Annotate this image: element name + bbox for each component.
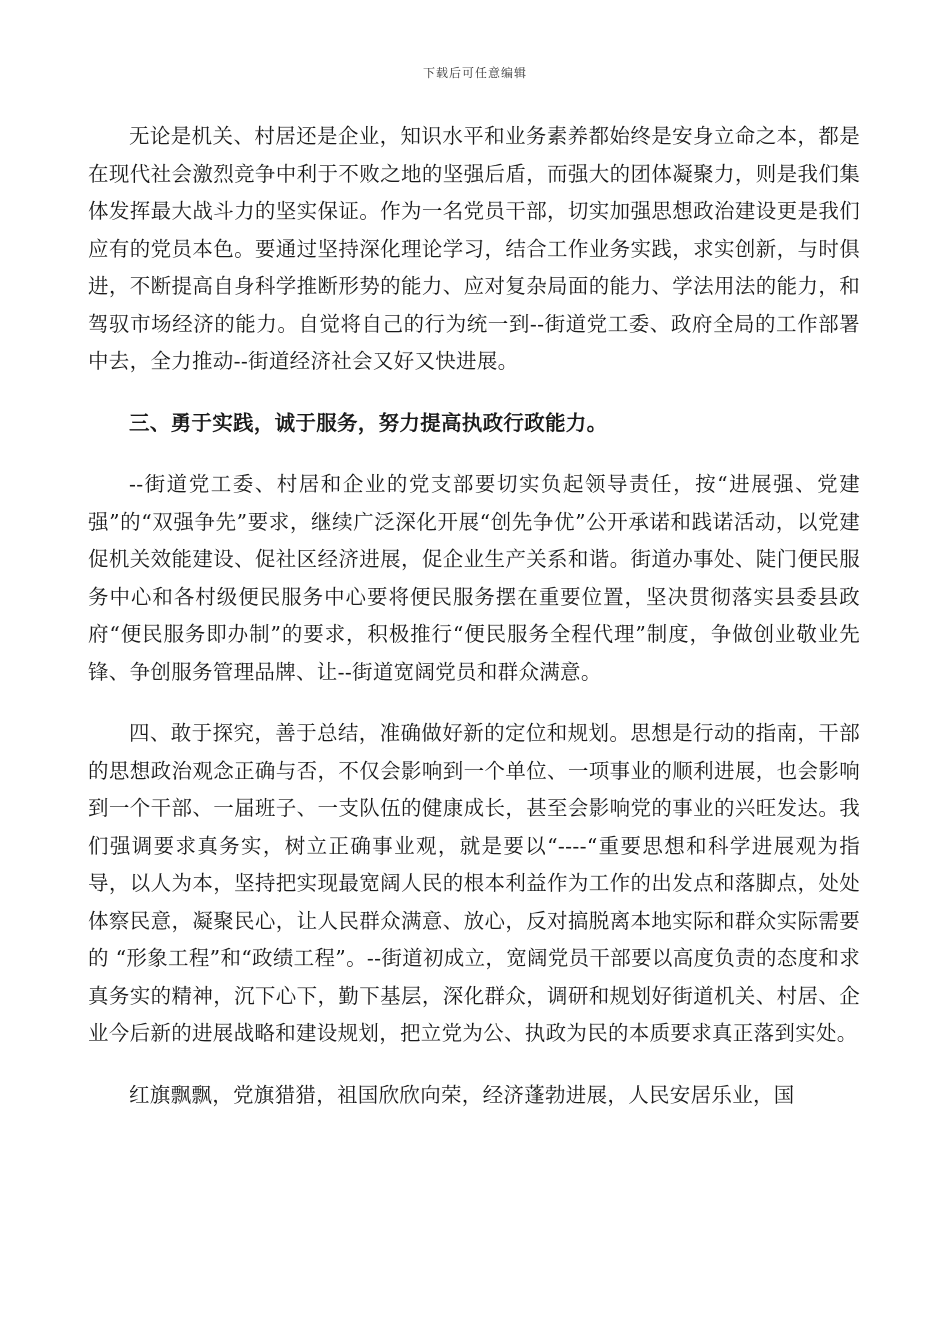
document-body	[88, 118, 860, 1114]
paragraph-service: --街道党工委、村居和企业的党支部要切实负起领导责任，按“进展强、党建强”的“双强争先”要求，继续广泛深化开展“创先争优”公开承诺和践诺活动，以党建促机关效能建设、促社区经济进展，促企业生产关系和谐。街道办事处、陡门便民服务中心和各村级便民服务中心要将便民服务摆在重要位置，坚决贯彻落实县委县政府“便民服务即办制”的要求，积极推行“便民服务全程代理”制度，争做创业敬业先锋、争创服务管理品牌、让--街道宽阔党员和群众满意。	[88, 472, 860, 684]
section-heading-three: 三、勇于实践，诚于服务，努力提高执政行政能力。	[129, 410, 608, 435]
paragraph-closing: 红旗飘飘，党旗猎猎，祖国欣欣向荣，经济蓬勃进展，人民安居乐业，国	[129, 1082, 795, 1107]
paragraph-section-four: 四、敢于探究，善于总结，准确做好新的定位和规划。思想是行动的指南，干部的思想政治观念正确与否，不仅会影响到一个单位、一项事业的顺利进展，也会影响到一个干部、一届班子、一支队伍的健康成长，甚至会影响党的事业的兴旺发达。我们强调要求真务实，树立正确事业观，就是要以“----“重要思想和科学进展观为指导，以人为本，坚持把实现最宽阔人民的根本利益作为工作的出发点和落脚点，处处体察民意，凝聚民心，让人民群众满意、放心，反对搞脱离本地实际和群众实际需要的 “形象工程”和“政绩工程”。--街道初成立，宽阔党员干部要以高度负责的态度和求真务实的精神，沉下心下，勤下基层，深化群众，调研和规划好街道机关、村居、企业今后新的进展战略和建设规划，把立党为公、执政为民的本质要求真正落到实处。	[88, 721, 860, 1045]
page-header: 下载后可任意编辑	[422, 66, 527, 80]
paragraph-knowledge: 无论是机关、村居还是企业，知识水平和业务素养都始终是安身立命之本，都是在现代社会激烈竞争中利于不败之地的坚强后盾，而强大的团体凝聚力，则是我们集体发挥最大战斗力的坚实保证。作为一名党员干部，切实加强思想政治建设更是我们应有的党员本色。要通过坚持深化理论学习，结合工作业务实践，求实创新，与时俱进，不断提高自身科学推断形势的能力、应对复杂局面的能力、学法用法的能力，和驾驭市场经济的能力。自觉将自己的行为统一到--街道党工委、政府全局的工作部署中去，全力推动--街道经济社会又好又快进展。	[88, 124, 860, 373]
